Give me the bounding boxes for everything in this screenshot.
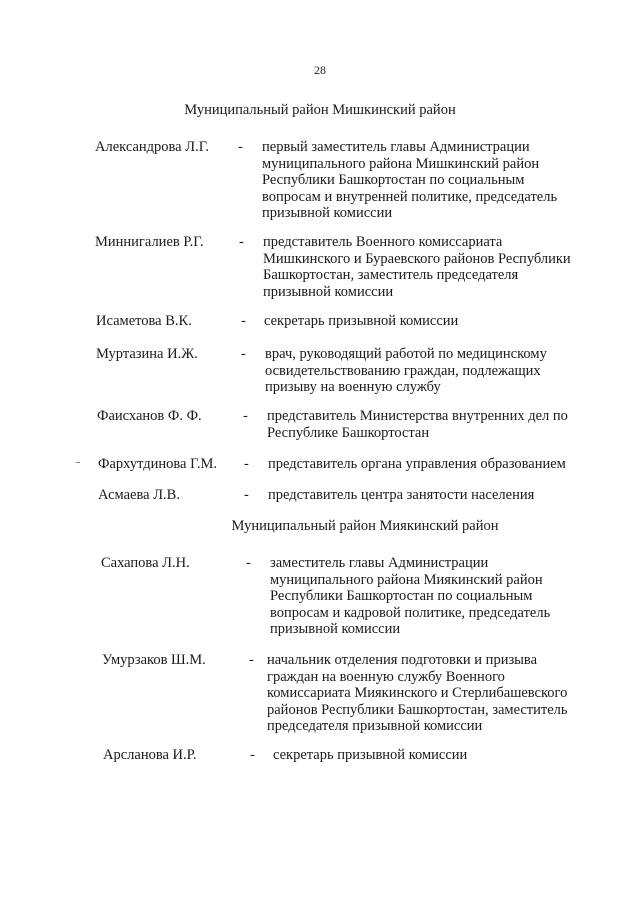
role-line: призывной комиссии [262, 205, 393, 221]
member-role [267, 408, 592, 441]
role-line: заместитель главы Администрации [270, 555, 489, 571]
section-heading-miyakinsky: Муниципальный район Миякинский район [231, 518, 499, 534]
page-number: 28 [314, 63, 326, 77]
role-line: председателя призывной комиссии [267, 718, 483, 734]
dash-separator: - [246, 555, 251, 571]
role-line: врач, руководящий работой по медицинскому [265, 346, 547, 362]
role-line: начальник отделения подготовки и призыва [267, 652, 538, 668]
member-name: Александрова Л.Г. [95, 139, 210, 155]
role-line: представитель органа управления образованием [268, 456, 566, 472]
member-name: Фаисханов Ф. Ф. [97, 408, 202, 424]
role-line: муниципального района Мишкинский район [262, 155, 540, 172]
role-line: призывной комиссии [270, 621, 401, 637]
role-line: Башкортостан, заместитель председателя [263, 267, 519, 283]
role-line: первый заместитель главы Администрации [262, 139, 530, 155]
dash-separator: - [241, 313, 246, 329]
role-line: призывной комиссии [263, 283, 394, 300]
role-line: Республике Башкортостан [267, 424, 430, 441]
member-name: Миннигалиев Р.Г. [95, 234, 204, 250]
member-role [268, 487, 593, 504]
role-line: Республики Башкортостан по социальным [262, 172, 525, 188]
margin-mark [76, 462, 80, 463]
role-line: граждан на военную службу Военного [267, 668, 505, 685]
role-line: секретарь призывной комиссии [264, 313, 459, 329]
role-line: Мишкинского и Бураевского районов Республики [263, 250, 571, 267]
role-line: освидетельствованию граждан, подлежащих [265, 362, 541, 379]
member-name: Умурзаков Ш.М. [102, 652, 206, 668]
member-role [262, 139, 587, 222]
member-role [268, 456, 593, 473]
role-line: вопросам и внутренней политике, председатель [262, 188, 558, 205]
member-name: Муртазина И.Ж. [96, 346, 198, 362]
dash-separator: - [249, 652, 254, 668]
member-role [265, 346, 590, 396]
member-name: Исаметова В.К. [96, 313, 192, 329]
member-name: Фархутдинова Г.М. [98, 456, 217, 472]
dash-separator: - [238, 139, 243, 155]
role-line: представитель Военного комиссариата [263, 234, 503, 250]
dash-separator: - [244, 487, 249, 503]
role-line: представитель центра занятости населения [268, 487, 535, 503]
dash-separator: - [244, 456, 249, 472]
member-role [273, 747, 598, 764]
dash-separator: - [239, 234, 244, 250]
dash-separator: - [243, 408, 248, 424]
member-role [267, 652, 592, 735]
role-line: секретарь призывной комиссии [273, 747, 468, 763]
role-line: комиссариата Миякинского и Стерлибашевского [267, 685, 568, 701]
member-role [264, 313, 589, 330]
member-role [263, 234, 588, 300]
member-role [270, 555, 595, 638]
dash-separator: - [241, 346, 246, 362]
role-line: вопросам и кадровой политике, председатель [270, 604, 551, 621]
role-line: Республики Башкортостан по социальным [270, 588, 533, 604]
dash-separator: - [250, 747, 255, 763]
role-line: районов Республики Башкортостан, заместитель [267, 701, 568, 718]
role-line: призыву на военную службу [265, 379, 441, 395]
member-name: Асмаева Л.В. [98, 487, 180, 503]
member-name: Сахапова Л.Н. [101, 555, 190, 571]
role-line: представитель Министерства внутренних дел по [267, 408, 568, 424]
member-name: Арсланова И.Р. [103, 747, 197, 763]
section-heading-mishkinsky: Муниципальный район Мишкинский район [184, 102, 456, 118]
role-line: муниципального района Миякинский район [270, 571, 543, 588]
